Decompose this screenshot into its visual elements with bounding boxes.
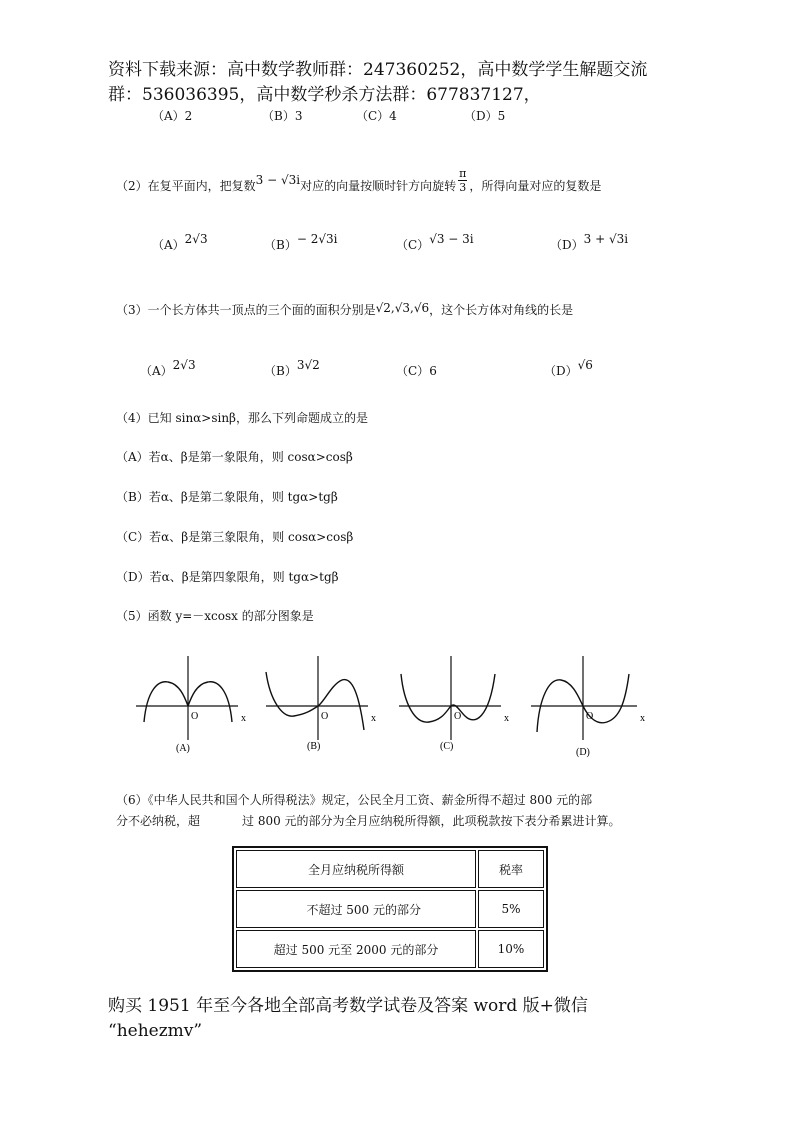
graph-c-origin-label: O	[454, 711, 462, 722]
q3-areas: √2,√3,√6	[375, 301, 430, 315]
q3-option-d-value: √6	[577, 358, 593, 372]
q2-angle-fraction	[458, 167, 467, 194]
table-header-row	[236, 850, 544, 888]
header-line-2: 群：536036395，高中数学秒杀方法群：677837127，	[108, 85, 541, 105]
question-3-stem	[116, 301, 573, 318]
q3-prefix: （3）一个长方体共一顶点的三个面的面积分别是	[116, 303, 376, 317]
table-row	[236, 930, 544, 968]
question-2-stem	[116, 167, 602, 200]
header-line-1: 资料下载来源：高中数学教师群：247360252，高中数学学生解题交流	[108, 60, 648, 80]
question-6-line-2	[116, 812, 621, 829]
graph-c-caption: (C)	[440, 741, 454, 752]
graph-b-curve	[266, 672, 364, 730]
table-header-income: 全月应纳税所得额	[236, 850, 476, 888]
q2-prefix: （2）在复平面内，把复数	[116, 179, 256, 193]
q2-option-a-value: 2√3	[184, 232, 208, 246]
table-cell-rate: 5%	[478, 890, 544, 928]
q2-option-d	[550, 232, 629, 253]
q3-option-d-label: （D）	[544, 364, 578, 378]
q3-option-a-value: 2√3	[172, 358, 196, 372]
q2-option-b-value: − 2√3i	[296, 232, 338, 246]
q3-option-c	[396, 362, 437, 379]
q1-option-b: （B）3	[262, 109, 303, 123]
q2-option-b	[264, 232, 338, 253]
q3-option-b-value: 3√2	[296, 358, 320, 372]
q2-option-a-label: （A）	[152, 238, 185, 252]
graph-b-x-label: x	[371, 713, 376, 724]
q2-option-a	[152, 232, 208, 253]
q2-angle-numerator: π	[459, 167, 467, 180]
graph-c	[393, 648, 518, 758]
q2-angle-denominator: 3	[459, 181, 467, 194]
question-4-stem: （4）已知 sinα>sinβ，那么下列命题成立的是	[116, 411, 368, 425]
q3-suffix: ，这个长方体对角线的长是	[429, 303, 574, 317]
q2-option-d-value: 3 + √3i	[583, 232, 629, 246]
question-6-line-1: （6）《中华人民共和国个人所得税法》规定，公民全月工资、薪金所得不超过 800 元的部	[116, 793, 593, 807]
table-cell-income: 超过 500 元至 2000 元的部分	[236, 930, 476, 968]
q3-option-a-label: （A）	[140, 364, 173, 378]
graph-d	[525, 648, 655, 763]
q4-option-b: （B）若α、β是第二象限角，则 tgα>tgβ	[116, 490, 338, 504]
q2-option-b-label: （B）	[264, 238, 297, 252]
q2-suffix: ，所得向量对应的复数是	[469, 179, 602, 193]
question-5-stem: （5）函数 y=－xcosx 的部分图象是	[116, 609, 314, 623]
q3-option-b	[264, 358, 320, 379]
table-cell-rate: 10%	[478, 930, 544, 968]
tax-table	[232, 846, 548, 972]
q3-option-d	[544, 358, 593, 379]
q3-option-c-value: 6	[429, 364, 437, 378]
q4-option-c: （C）若α、β是第三象限角，则 cosα>cosβ	[116, 530, 354, 544]
q3-option-b-label: （B）	[264, 364, 297, 378]
q2-option-d-label: （D）	[550, 238, 584, 252]
graph-d-caption: (D)	[576, 747, 590, 758]
graph-a-x-label: x	[241, 713, 246, 724]
q2-option-c-value: √3 − 3i	[429, 232, 474, 246]
q1-option-d: （D）5	[464, 109, 506, 123]
graph-a	[130, 648, 255, 758]
q6-line-2a: 分不必纳税，超	[116, 814, 201, 828]
table-row	[236, 890, 544, 928]
graph-d-origin-label: O	[586, 711, 594, 722]
graph-a-origin-label: O	[191, 711, 199, 722]
q1-option-c: （C）4	[356, 109, 397, 123]
q3-option-a	[140, 358, 196, 379]
table-cell-income: 不超过 500 元的部分	[236, 890, 476, 928]
graph-d-x-label: x	[640, 713, 645, 724]
footer-line-2: “hehezmv”	[108, 1021, 203, 1041]
footer-line-1: 购买 1951 年至今各地全部高考数学试卷及答案 word 版+微信	[108, 996, 588, 1016]
q3-option-c-label: （C）	[396, 364, 430, 378]
graph-a-caption: (A)	[176, 743, 190, 754]
q1-option-a: （A）2	[152, 109, 193, 123]
q4-option-a: （A）若α、β是第一象限角，则 cosα>cosβ	[116, 450, 353, 464]
table-header-rate: 税率	[478, 850, 544, 888]
q2-option-c	[396, 232, 474, 253]
graph-c-curve	[401, 674, 495, 722]
graph-b-origin-label: O	[321, 711, 329, 722]
q4-option-d: （D）若α、β是第四象限角，则 tgα>tgβ	[116, 570, 339, 584]
graph-c-x-label: x	[504, 713, 509, 724]
graph-b	[260, 648, 385, 758]
q2-complex-number: 3 − √3i	[255, 173, 301, 187]
q2-option-c-label: （C）	[396, 238, 430, 252]
graph-b-caption: (B)	[307, 741, 321, 752]
q6-line-2b: 过 800 元的部分为全月应纳税所得额，此项税款按下表分希累进计算。	[242, 814, 621, 828]
tax-rate-table	[232, 846, 548, 972]
q2-middle: 对应的向量按顺时针方向旋转	[300, 179, 457, 193]
